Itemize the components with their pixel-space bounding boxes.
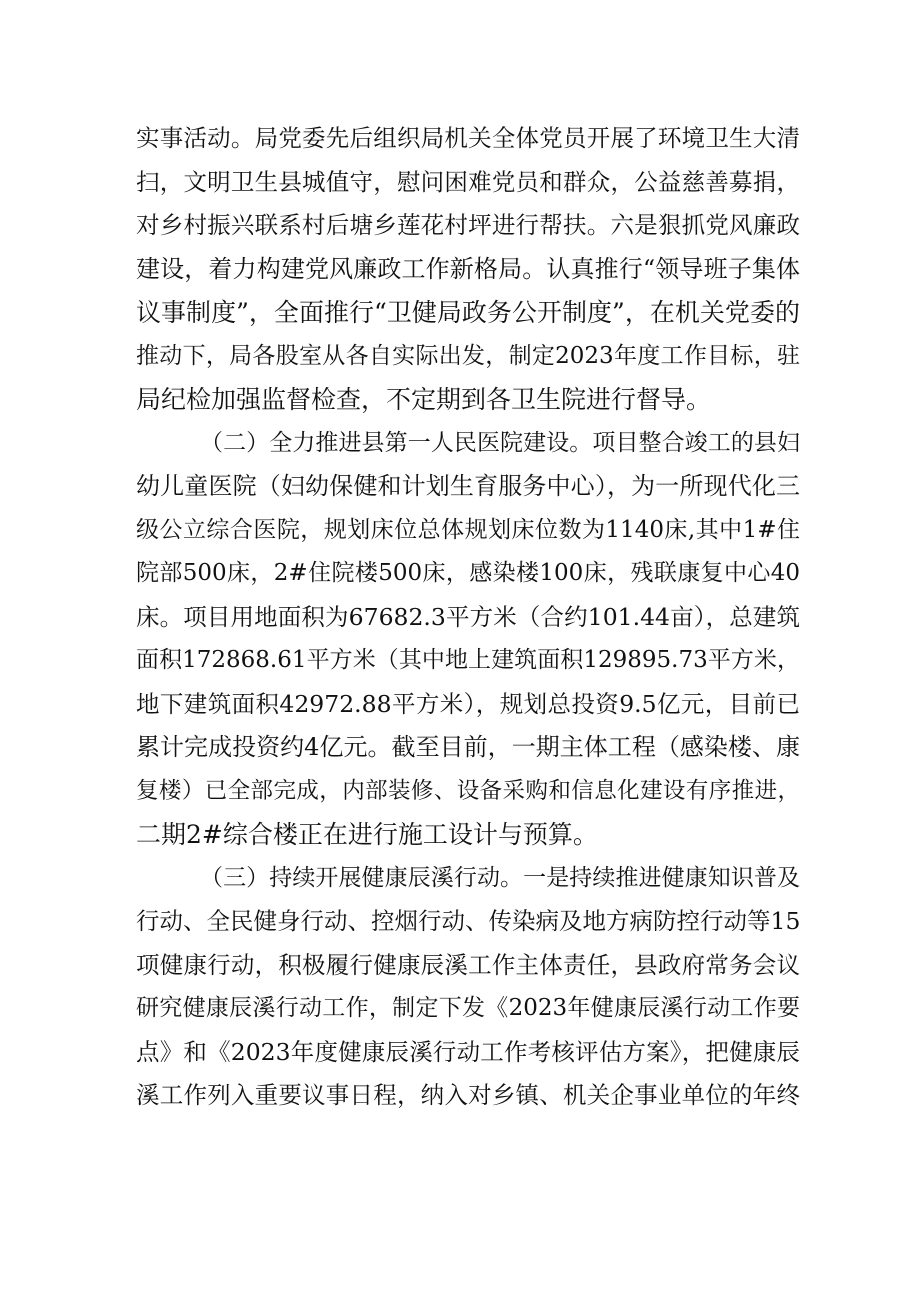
text-line: 级公立综合医院，规划床位总体规划床位数为1140床,其中1#住 — [136, 516, 800, 543]
body-text — [136, 117, 800, 1118]
text-line: 点》和《2023年度健康辰溪行动工作考核评估方案》，把健康辰 — [136, 1037, 800, 1066]
text-line: 溪工作列入重要议事日程，纳入对乡镇、机关企事业单位的年终 — [136, 1081, 800, 1109]
text-line: 议事制度”，全面推行“卫健局政务公开制度”，在机关党委的 — [136, 298, 800, 327]
text-line: 床。项目用地面积为67682.3平方米（合约101.44亩），总建筑 — [136, 602, 800, 631]
text-line: 项健康行动，积极履行健康辰溪工作主体责任，县政府常务会议 — [136, 950, 800, 979]
text-line: 面积172868.61平方米（其中地上建筑面积129895.73平方米， — [136, 647, 800, 673]
text-line: 累计完成投资约4亿元。截至目前，一期主体工程（感染楼、康 — [136, 733, 800, 761]
text-line: （二）全力推进县第一人民医院建设。项目整合竣工的县妇 — [200, 429, 800, 456]
text-line: （三）持续开展健康辰溪行动。一是持续推进健康知识普及 — [200, 864, 800, 891]
text-line: 二期2#综合楼正在进行施工设计与预算。 — [136, 820, 598, 849]
text-line: 推动下，局各股室从各自实际出发，制定2023年度工作目标，驻 — [136, 342, 800, 369]
text-line: 建设，着力构建党风廉政工作新格局。认真推行“领导班子集体 — [136, 254, 800, 283]
text-line: 行动、全民健身行动、控烟行动、传染病及地方病防控行动等15 — [136, 907, 801, 935]
text-line: 局纪检加强监督检查，不定期到各卫生院进行督导。 — [136, 385, 712, 414]
text-line: 研究健康辰溪行动工作，制定下发《2023年健康辰溪行动工作要 — [136, 995, 800, 1021]
text-line: 院部500床，2#住院楼500床，感染楼100床，残联康复中心40 — [136, 560, 800, 586]
text-line: 实事活动。局党委先后组织局机关全体党员开展了环境卫生大清 — [136, 124, 800, 152]
text-line: 复楼）已全部完成，内部装修、设备采购和信息化建设有序推进， — [136, 777, 800, 804]
text-line: 扫，文明卫生县城值守，慰问困难党员和群众，公益慈善募捐， — [136, 167, 800, 196]
text-line: 对乡村振兴联系村后塘乡莲花村坪进行帮扶。六是狠抓党风廉政 — [136, 211, 800, 239]
text-line: 地下建筑面积42972.88平方米），规划总投资9.5亿元，目前已 — [136, 689, 800, 718]
text-line: 幼儿童医院（妇幼保健和计划生育服务中心），为一所现代化三 — [136, 472, 800, 500]
